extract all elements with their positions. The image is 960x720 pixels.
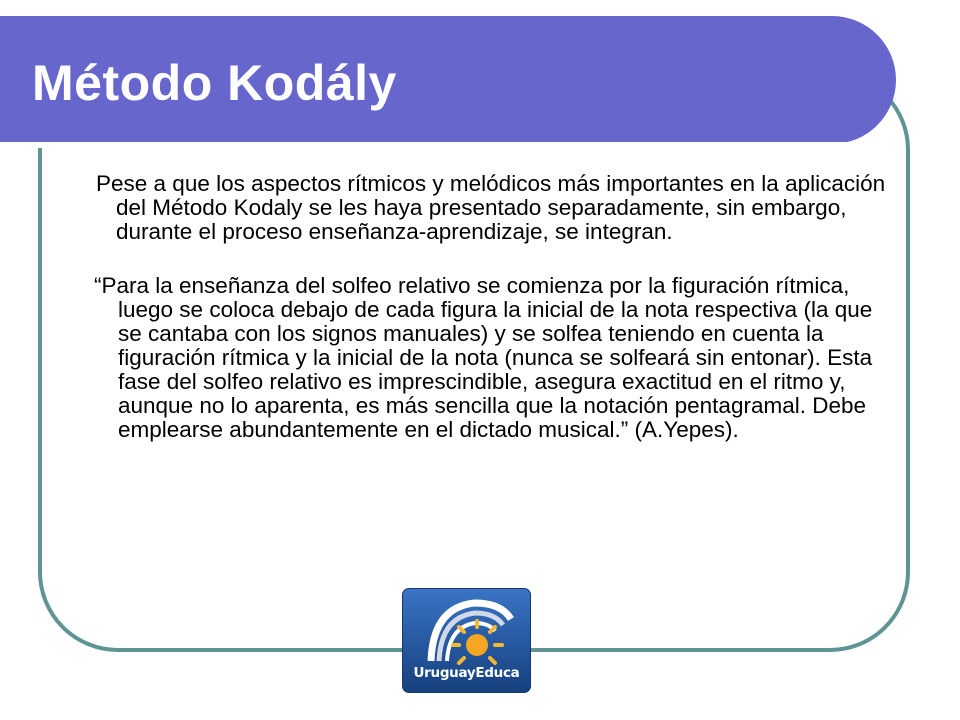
slide-title: Método Kodály bbox=[32, 55, 397, 111]
paragraph-quote: “Para la enseñanza del solfeo relativo se comienza por la figuración rítmica, luego se coloca debajo de cada figura la inicial de la nota respectiva (la que se cantaba con los signos manuales) y se solfea teniendo en cuenta la figuración rítmica y la inicial de la nota (nunca se solfeará sin entonar). Esta fase del solfeo relativo es imprescindible, asegura exactitud en el ritmo y, aunque no lo aparenta, es más sencilla que la notación pentagramal. Debe emplearse abundantemente en el dictado musical.” (A.Yepes). bbox=[94, 273, 873, 442]
logo-text: UruguayEduca bbox=[413, 665, 520, 681]
title-underline bbox=[0, 142, 848, 148]
slide-body bbox=[80, 172, 890, 472]
uruguayeduca-logo bbox=[403, 589, 530, 692]
paragraph-intro: Pese a que los aspectos rítmicos y melódicos más importantes en la aplicación del Método Kodaly se les haya presentado separadamente, sin embargo, durante el proceso enseñanza-aprendizaje, se integran. bbox=[96, 171, 886, 244]
title-bar bbox=[0, 16, 896, 144]
